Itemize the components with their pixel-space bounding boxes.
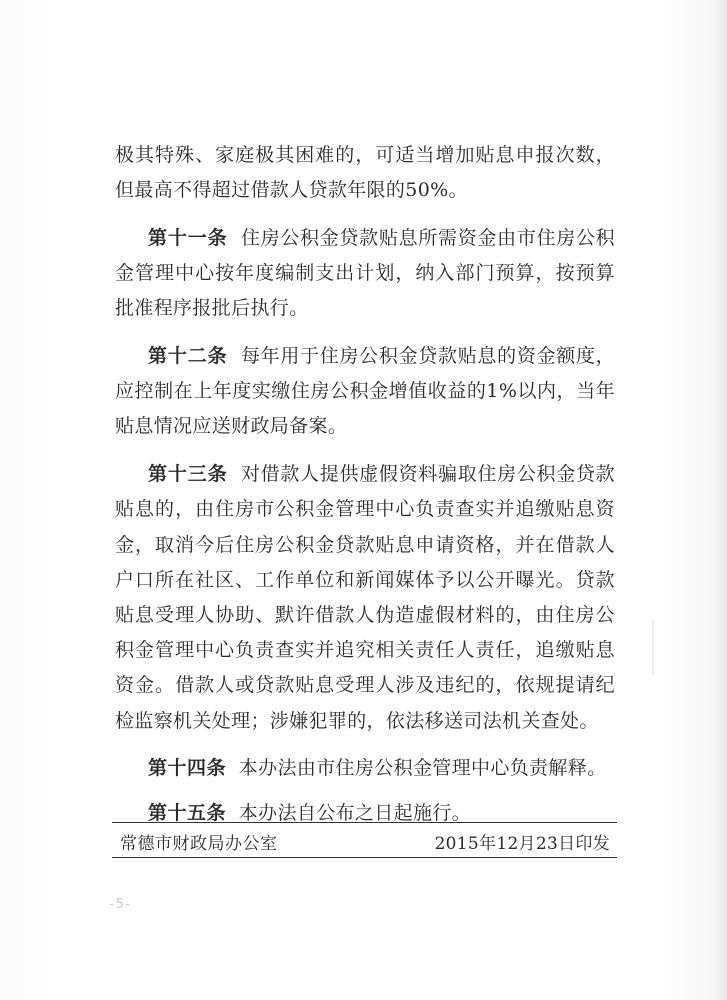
article-text: 住房公积金贷款贴息所需资金由市住房公积金管理中心按年度编制支出计划，纳入部门预算，按预算批准程序报批后执行。 (115, 226, 615, 320)
footer-bottom-rule (112, 857, 617, 858)
paragraph-text: 极其特殊、家庭极其困难的，可适当增加贴息申报次数，但最高不得超过借款人贷款年限的50%。 (115, 144, 615, 202)
article-text: 本办法由市住房公积金管理中心负责解释。 (238, 757, 607, 780)
article-number: 第十一条 (148, 226, 228, 249)
paragraph-continuation (115, 138, 615, 208)
article-15 (115, 796, 615, 831)
article-number: 第十五条 (148, 802, 227, 825)
scan-margin-mark (652, 620, 654, 675)
article-text: 对借款人提供虚假资料骗取住房公积金贷款贴息的，由住房市公积金管理中心负责查实并追缴贴息资金，取消今后住房公积金贷款贴息申请资格，并在借款人户口所在社区、工作单位和新闻媒体予以公开曝光。贷款贴息受理人协助、默许借款人伪造虚假材料的，由住房公积金管理中心负责查实并追究相关责任人责任，追缴贴息资金。借款人或贷款贴息受理人涉及违纪的，依规提请纪检监察机关处理；涉嫌犯罪的，依法移送司法机关查处。 (115, 463, 615, 732)
article-text: 每年用于住房公积金贷款贴息的资金额度，应控制在上年度实缴住房公积金增值收益的1%以内，当年贴息情况应送财政局备案。 (115, 345, 615, 438)
issuing-office: 常德市财政局办公室 (120, 834, 278, 854)
article-number: 第十四条 (148, 757, 227, 780)
page-number: -5- (108, 897, 132, 912)
scan-edge-shadow (713, 0, 727, 1000)
footer-top-rule (112, 822, 617, 823)
document-body (115, 138, 615, 844)
article-text: 本办法自公布之日起施行。 (238, 802, 471, 825)
article-11 (115, 221, 615, 327)
article-number: 第十三条 (148, 463, 228, 486)
article-number: 第十二条 (148, 345, 228, 368)
article-13 (115, 457, 615, 739)
article-12 (115, 339, 615, 445)
article-14 (115, 751, 615, 786)
issue-date: 2015年12月23日印发 (434, 834, 610, 854)
